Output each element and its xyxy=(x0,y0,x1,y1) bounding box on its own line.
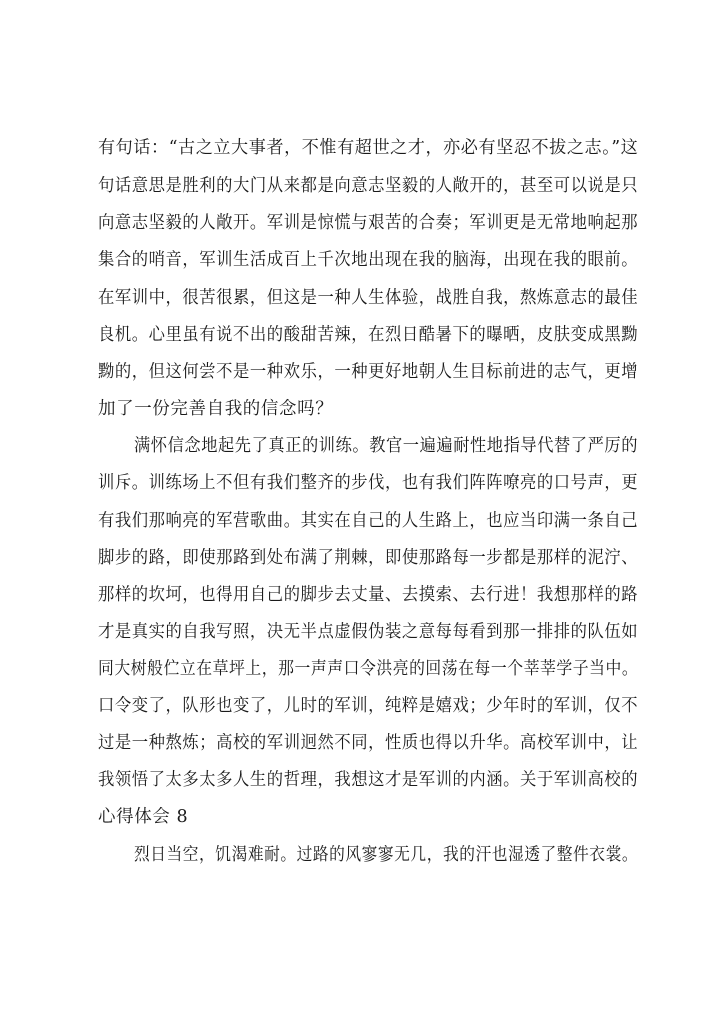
text-line: 训斥。训练场上不但有我们整齐的步伐，也有我们阵阵嘹亮的口号声，更 xyxy=(98,473,639,493)
text-line: 脚步的路，即使那路到处布满了荆棘，即使那路每一步都是那样的泥泞、 xyxy=(98,548,639,568)
text-line: 同大树般伫立在草坪上，那一声声口令洪亮的回荡在每一个莘莘学子当中。 xyxy=(98,659,639,679)
text-line: 加了一份完善自我的信念吗？ xyxy=(98,399,334,419)
paragraph-first-line: 满怀信念地起先了真正的训练。教官一遍遍耐性地指导代替了严厉的 xyxy=(134,436,638,456)
text-line: 我领悟了太多太多人生的哲理，我想这才是军训的内涵。关于军训高校的 xyxy=(98,770,639,790)
text-line: 在军训中，很苦很累，但这是一种人生体验，战胜自我，熬炼意志的最佳 xyxy=(98,288,639,308)
text-line: 黝的，但这何尝不是一种欢乐，一种更好地朝人生目标前进的志气，更增 xyxy=(98,362,639,382)
text-line: 才是真实的自我写照，决无半点虚假伪装之意每每看到那一排排的队伍如 xyxy=(98,622,639,642)
section-heading: 心得体会 8 xyxy=(98,807,189,827)
text-line: 向意志坚毅的人敞开。军训是惊慌与艰苦的合奏；军训更是无常地响起那 xyxy=(98,213,639,233)
text-line: 有我们那响亮的军营歌曲。其实在自己的人生路上，也应当印满一条自己 xyxy=(98,511,639,531)
text-line: 句话意思是胜利的大门从来都是向意志坚毅的人敞开的，甚至可以说是只 xyxy=(98,176,639,196)
paragraph-first-line: 烈日当空，饥渴难耐。过路的风寥寥无几，我的汗也湿透了整件衣裳。 xyxy=(134,845,639,865)
text-line: 过是一种熬炼；高校的军训迥然不同，性质也得以升华。高校军训中，让 xyxy=(98,733,639,753)
text-line: 集合的哨音，军训生活成百上千次地出现在我的脑海，出现在我的眼前。 xyxy=(98,250,639,270)
text-line: 那样的坎坷，也得用自己的脚步去丈量、去摸索、去行进！我想那样的路 xyxy=(98,585,639,605)
text-line: 口令变了，队形也变了，儿时的军训，纯粹是嬉戏；少年时的军训，仅不 xyxy=(98,696,639,716)
text-line: 良机。心里虽有说不出的酸甜苦辣，在烈日酷暑下的曝晒，皮肤变成黑黝 xyxy=(98,325,639,345)
text-line: 有句话：“古之立大事者，不惟有超世之才，亦必有坚忍不拔之志。”这 xyxy=(98,138,639,158)
